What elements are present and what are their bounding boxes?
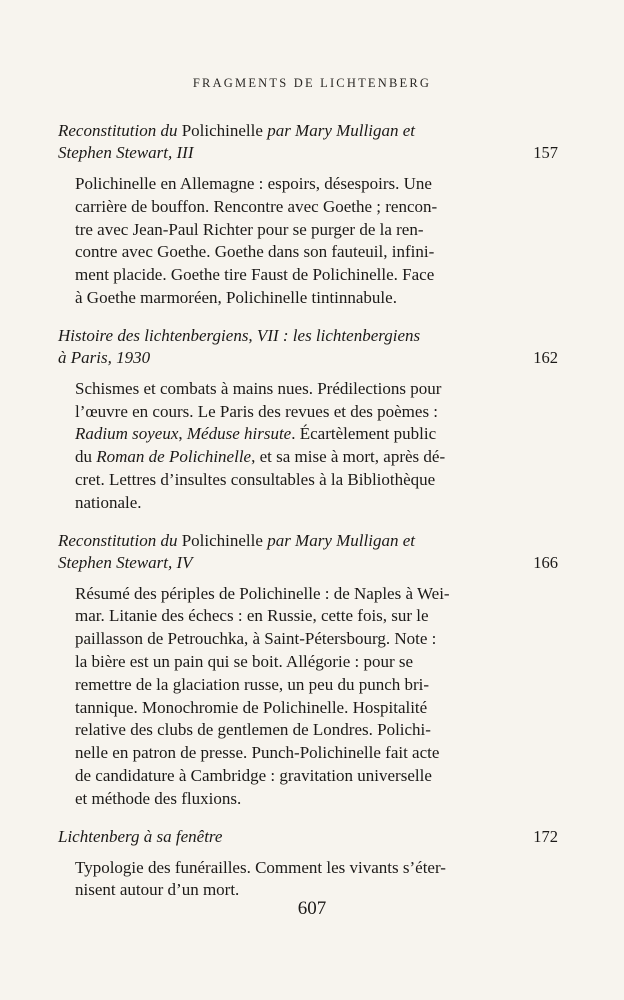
toc-entry-title [58,120,558,164]
toc-summary-text: nelle en patron de presse. Punch-Polichinelle fait acte [75,743,440,763]
toc-summary-text: Résumé des périples de Polichinelle : de Naples à Wei- [75,583,450,603]
toc-summary-text: Typologie des funérailles. Comment les vivants s’éter- [75,857,446,877]
toc-title-text: Lichtenberg à sa fenêtre [58,826,223,846]
toc-summary-text: nisent autour d’un mort. [75,880,240,900]
toc-entry-title [58,826,558,848]
toc-summary-line [75,241,516,264]
toc-summary-line [75,287,516,310]
toc-summary-line [75,788,516,811]
toc-summary-text: mar. Litanie des échecs : en Russie, cette fois, sur le [75,606,429,626]
toc-summary-text: Radium soyeux [75,424,179,444]
toc-entry-title [58,325,558,369]
toc-summary-text: Polichinelle en Allemagne : espoirs, désespoirs. Une [75,174,432,193]
toc-entry-summary [75,583,516,811]
toc-title-text: Reconstitution du [58,121,182,140]
toc-summary-text: nationale. [75,492,142,512]
toc-entry-summary [75,378,516,515]
toc-summary-line [75,446,516,469]
toc-summary-line [75,492,516,515]
toc-summary-text: et méthode des fluxions. [75,788,242,808]
toc-title-text: par Mary Mulligan et [262,530,415,550]
toc-summary-text: la bière est un pain qui se boit. Allégorie : pour se [75,651,414,671]
toc-page-number: 166 [533,552,558,572]
toc-summary-text: Roman de Polichinelle [96,447,252,467]
toc-summary-text: ment placide. Goethe tire Faust de Polichinelle. Face [75,265,435,285]
toc-title-text: par Mary Mulligan et [262,121,415,140]
toc-summary-line [75,605,516,628]
toc-title-text: Polichinelle [181,530,263,550]
toc-title-line [58,347,516,369]
toc-summary-line [75,423,516,446]
running-head: FRAGMENTS DE LICHTENBERG [192,76,432,90]
toc-summary-text: remettre de la glaciation russe, un peu du punch bri- [75,674,430,694]
toc-summary-text: du [75,447,97,467]
toc-title-text: Stephen Stewart, IV [58,552,193,572]
toc-summary-line [75,583,516,606]
toc-title-line [58,120,516,142]
toc-summary-line [75,651,516,674]
toc-title-text: Reconstitution du [58,530,182,550]
toc-summary-text: Schismes et combats à mains nues. Prédilections pour [75,378,442,398]
toc-summary-text: tre avec Jean-Paul Richter pour se purger de la ren- [75,219,424,239]
toc-title-line [58,530,516,552]
toc-summary-text: relative des clubs de gentlemen de Londres. Polichi- [75,720,431,740]
toc-entry [58,325,558,515]
toc-page-number: 157 [533,143,558,162]
toc-summary-text: de candidature à Cambridge : gravitation universelle [75,765,432,785]
toc-summary-line [75,719,516,742]
toc-summary-text: , [178,424,187,444]
toc-summary-text: . Écartèlement public [291,424,437,444]
toc-entry [58,826,558,903]
toc-summary-line [75,196,516,219]
toc-summary-text: contre avec Goethe. Goethe dans son fauteuil, infini- [75,242,435,262]
table-of-contents [58,120,558,917]
toc-summary-line [75,401,516,424]
toc-summary-line [75,378,516,401]
toc-summary-line [75,469,516,492]
toc-entry [58,120,558,310]
toc-title-text: Histoire des lichtenbergiens, VII : les lichtenbergiens [58,325,421,345]
toc-summary-line [75,697,516,720]
toc-title-text: à Paris, 1930 [58,347,151,367]
toc-summary-text: paillasson de Petrouchka, à Saint-Pétersbourg. Note : [75,629,437,649]
toc-summary-line [75,742,516,765]
toc-title-line [58,142,516,164]
toc-entry [58,530,558,811]
page-number: 607 [297,898,327,919]
toc-summary-text: , et sa mise à mort, après dé- [251,447,446,467]
toc-summary-text: l’œuvre en cours. Le Paris des revues et des poèmes : [75,401,439,421]
toc-summary-text: carrière de bouffon. Rencontre avec Goethe ; rencon- [75,196,438,216]
toc-entry-summary [75,857,516,903]
toc-title-line [58,826,516,848]
toc-summary-line [75,219,516,242]
toc-summary-line [75,857,516,880]
toc-title-text: Stephen Stewart, III [58,143,194,162]
toc-summary-text: cret. Lettres d’insultes consultables à la Bibliothèque [75,469,436,489]
toc-summary-line [75,628,516,651]
toc-summary-text: tannique. Monochromie de Polichinelle. Hospitalité [75,697,428,717]
toc-page-number: 162 [533,347,558,367]
toc-summary-line [75,674,516,697]
toc-entry-summary [75,173,516,310]
toc-title-line [58,325,516,347]
toc-page-number: 172 [533,826,558,846]
toc-summary-line [75,264,516,287]
toc-summary-line [75,765,516,788]
toc-title-text: Polichinelle [181,121,263,140]
toc-summary-text: à Goethe marmoréen, Polichinelle tintinnabule. [75,287,397,307]
toc-entry-title [58,530,558,574]
toc-summary-line [75,173,516,196]
toc-summary-text: Méduse hirsute [186,424,292,444]
toc-title-line [58,552,516,574]
